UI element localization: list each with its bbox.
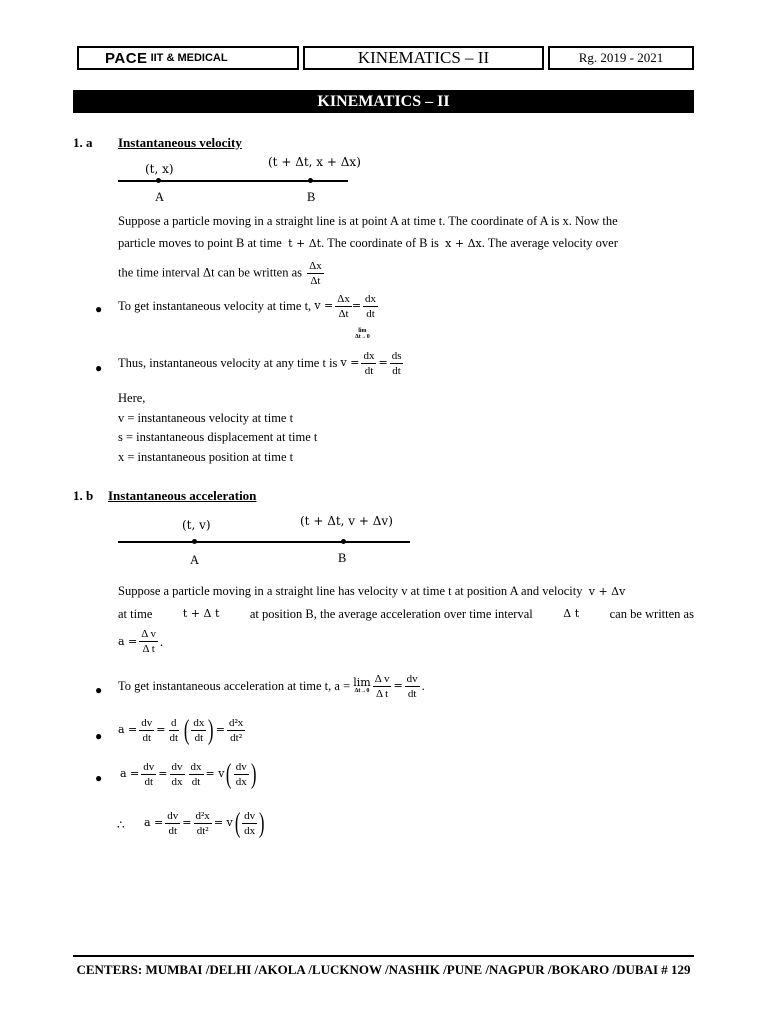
diagram-a-point-b: [308, 178, 313, 183]
diagram-b-label-b: B: [338, 551, 347, 565]
diagram-a-label-a: A: [155, 190, 165, 204]
section-b-number: 1. b: [73, 488, 94, 503]
diagram-b-point-b-coord: (t + Δt, v + Δv): [300, 514, 393, 528]
avg-accel-fraction: $\frac{\text{Δ v}}{\text{Δ t}}$: [141, 628, 156, 655]
equation-b2: a = $\frac{dv}{dt}$ = $\frac{dv}{dx}$ $\frac{dx}{dt}$ = v ( $\frac{dv}{dx}$ ): [120, 758, 257, 790]
bullet-a2: Thus, instantaneous velocity at any time t is v = $\frac{dx}{dt}$ = $\frac{ds}{dt}$: [118, 350, 402, 377]
para-a-line1: Suppose a particle moving in a straight line is at point A at time t. The coordinate of A is x. Now the: [118, 214, 618, 228]
bullet-icon: ●: [95, 683, 103, 697]
diagram-b-line: [118, 541, 410, 543]
section-a-heading: Instantaneous velocity: [118, 135, 242, 150]
section-a-number: 1. a: [73, 135, 93, 150]
limit-notation: lim Δt→0: [355, 328, 370, 340]
header-logo-box: [77, 46, 299, 70]
section-b-paragraph: [118, 580, 694, 656]
avg-velocity-fraction: $\frac{\Delta x}{\Delta t}$: [309, 260, 322, 287]
diagram-a-point-b-coord: (t + Δt, x + Δx): [268, 155, 361, 169]
diagram-a-point-a: [156, 178, 161, 183]
pace-logo: PACE: [105, 49, 148, 67]
definitions: Here, v = instantaneous velocity at time t s = instantaneous displacement at time t x = instantaneous position at time t: [118, 391, 318, 464]
section-b-heading: Instantaneous acceleration: [108, 488, 257, 503]
equation-b1: a = $\frac{dv}{dt}$ = $\frac{d}{dt}$ ( $\frac{dx}{dt}$ ) = $\frac{\text{d²x}}{\text{dt²}}$: [118, 714, 244, 746]
para-a-line2: particle moves to point B at time t + Δt. The coordinate of B is x + Δx. The average velocity over: [118, 236, 618, 250]
diagram-b-point-a: [192, 539, 197, 544]
diagram-b-point-a-coord: (t, v): [182, 518, 211, 532]
diagram-b-label-a: A: [190, 553, 200, 567]
bullet-icon: ●: [95, 361, 103, 375]
equation-b3: a = $\frac{dv}{dt}$ = $\frac{\text{d²x}}{\text{dt²}}$ = v ( $\frac{dv}{dx}$ ): [144, 807, 265, 839]
bullet-icon: ●: [95, 302, 103, 316]
footer-centers: CENTERS: MUMBAI /DELHI /AKOLA /LUCKNOW /NASHIK /PUNE /NAGPUR /BOKARO /DUBAI # 129: [76, 962, 691, 977]
header-chapter: KINEMATICS – II: [303, 46, 544, 70]
logo-subtitle: IIT & MEDICAL: [150, 52, 228, 64]
para-b-line3: a = $\frac{\text{Δ v}}{\text{Δ t}}$ .: [118, 628, 164, 655]
diagram-a-line: [118, 180, 348, 182]
diagram-a-point-a-coord: (t, x): [145, 162, 174, 176]
header-session: Rg. 2019 - 2021: [548, 46, 694, 70]
diagram-b-point-b: [341, 539, 346, 544]
bullet-icon: ●: [95, 729, 103, 743]
bullet-a1: To get instantaneous velocity at time t, v = $\frac{\Delta x}{\Delta t}$ = $\frac{dx}{dt}$: [118, 293, 377, 320]
footer-rule: [73, 955, 694, 957]
para-b-line2: at time t + Δ t at position B, the average acceleration over time interval Δ t can be written as: [118, 607, 694, 621]
bullet-icon: ●: [95, 771, 103, 785]
diagram-a-label-b: B: [307, 190, 316, 204]
section-a-paragraph: [118, 210, 694, 288]
bullet-b1: To get instantaneous acceleration at time t, a = lim Δt→0 $\frac{\text{Δ v}}{\text{Δ t}}$ = $\frac{dv}{dt}$ .: [118, 673, 425, 700]
para-a-line3: the time interval Δt can be written as $\frac{\Delta x}{\Delta t}$: [118, 260, 322, 287]
page-title: KINEMATICS – II: [73, 90, 694, 113]
para-b-line1: Suppose a particle moving in a straight line has velocity v at time t at position A and velocity v + Δv: [118, 584, 626, 598]
therefore-symbol: ∴: [117, 818, 125, 832]
